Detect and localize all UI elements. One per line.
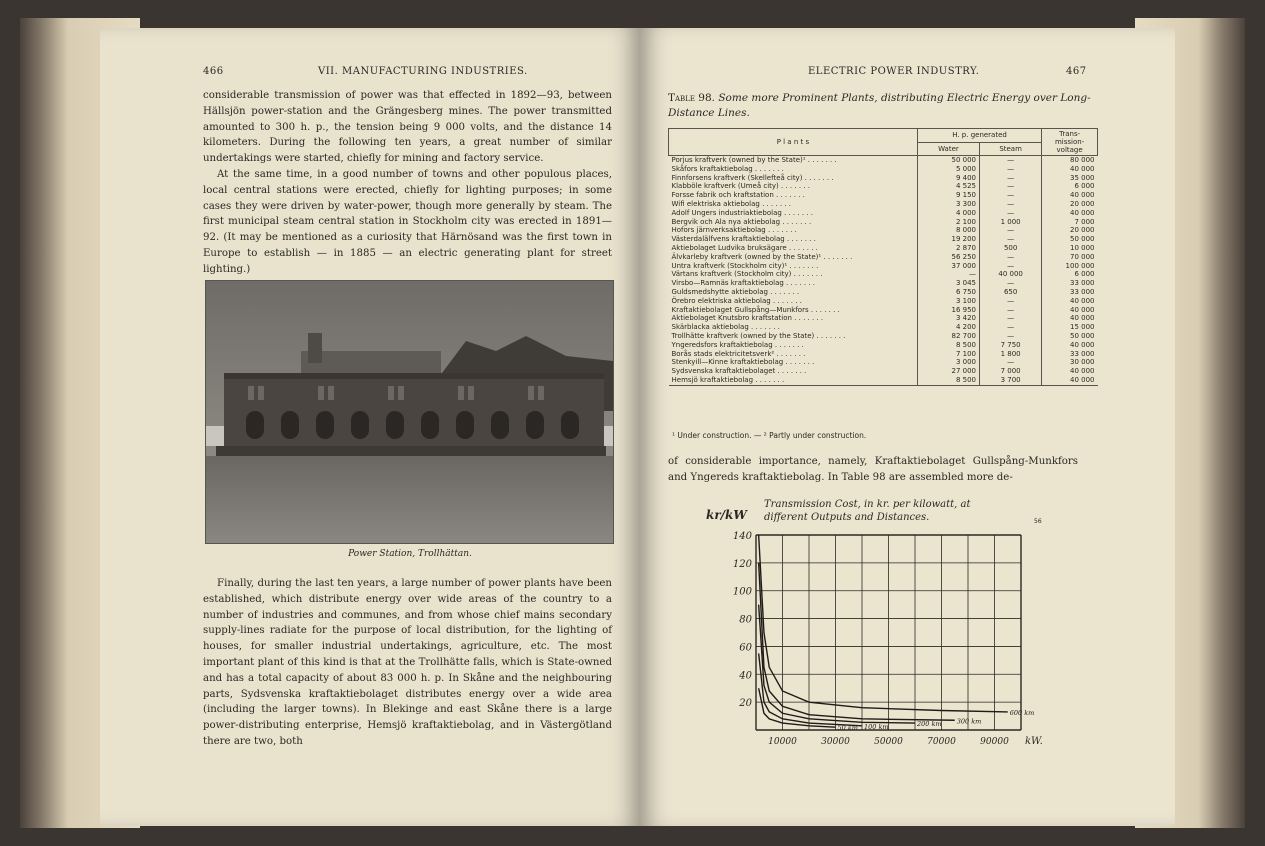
table-cell-plant: Aktiebolaget Ludvika bruksägare . . . . . . . — [671, 243, 818, 252]
table-cell-water: 6 750 — [917, 288, 979, 297]
table-cell-voltage: 15 000 — [1042, 323, 1098, 332]
table-row — [669, 367, 1098, 376]
table-cell-voltage: 40 000 — [1042, 297, 1098, 306]
power-station-photo — [205, 280, 614, 544]
table-row — [669, 218, 1098, 227]
series-label: 300 km — [956, 717, 982, 726]
table-cell-water: 50 000 — [917, 156, 979, 165]
table-cell-steam: — — [980, 314, 1042, 323]
table-cell-voltage: 70 000 — [1042, 253, 1098, 262]
paragraph: of considerable importance, namely, Kraftaktiebolaget Gullspång-Munkfors and Yngereds kraftaktiebolag. In Table 98 are assembled more de- — [668, 456, 1078, 483]
table-cell-plant: Porjus kraftverk (owned by the State)¹ . . . . . . . — [671, 156, 837, 164]
table-cell-voltage: 35 000 — [1042, 174, 1098, 183]
table-cell-voltage: 6 000 — [1042, 182, 1098, 191]
x-tick-label: 30000 — [821, 737, 850, 745]
table-cell-water: 4 000 — [917, 209, 979, 218]
table-row — [669, 350, 1098, 359]
table-cell-water: 56 250 — [917, 253, 979, 262]
table-cell-plant: Älvkarleby kraftverk (owned by the State)¹ . . . . . . . — [671, 252, 853, 261]
table-cell-steam: 1 000 — [980, 218, 1042, 227]
chart-title: Transmission Cost, in kr. per kilowatt, at different Outputs and Distances. — [764, 499, 971, 523]
table-cell-steam: 1 800 — [980, 350, 1042, 359]
table-cell-steam: — — [980, 156, 1042, 165]
table-cell-water: 5 000 — [917, 165, 979, 174]
table-cell-voltage: 40 000 — [1042, 376, 1098, 385]
table-cell-water: 19 200 — [917, 235, 979, 244]
table-row — [669, 235, 1098, 244]
y-tick-label: 80 — [739, 614, 752, 626]
table-cell-voltage: 6 000 — [1042, 270, 1098, 279]
table-cell-steam: — — [980, 306, 1042, 315]
table-row — [669, 323, 1098, 332]
table-cell-voltage: 40 000 — [1042, 341, 1098, 350]
table-cell-plant: Hemsjö kraftaktiebolag . . . . . . . — [669, 376, 918, 385]
table-row — [669, 279, 1098, 288]
table-cell-plant: Aktiebolaget Knutsbro kraftstation . . . . . . . — [671, 314, 824, 323]
series-label: 200 km — [917, 720, 942, 729]
table-cell-voltage: 20 000 — [1042, 200, 1098, 209]
table-cell-plant: Värtans kraftverk (Stockholm city) . . . . . . . — [671, 270, 823, 279]
table-cell-plant: Wifi elektriska aktiebolag . . . . . . . — [671, 199, 792, 208]
table-row — [669, 270, 1098, 279]
table-cell-plant: Kraftaktiebolaget Gullspång—Munkfors . . . . . . . — [671, 305, 840, 314]
right-page-number: 467 — [1066, 66, 1087, 77]
table-row — [669, 306, 1098, 315]
table-cell-steam: — — [980, 279, 1042, 288]
left-page-number: 466 — [203, 66, 224, 77]
y-tick-label: 140 — [732, 531, 752, 542]
table-cell-water: 3 100 — [917, 297, 979, 306]
table-cell-steam: 40 000 — [980, 270, 1042, 279]
x-tick-label: 90000 — [980, 737, 1009, 745]
table-cell-plant: Yngeredsfors kraftaktiebolag . . . . . . . — [671, 340, 804, 349]
table-row — [669, 358, 1098, 367]
table-cell-steam: — — [980, 200, 1042, 209]
table-cell-steam: — — [980, 262, 1042, 271]
table-row — [669, 191, 1098, 200]
x-tick-label: 10000 — [768, 737, 797, 745]
photo-caption: Power Station, Trollhättan. — [348, 549, 472, 559]
table-row — [669, 314, 1098, 323]
table-cell-water: 2 870 — [917, 244, 979, 253]
table-cell-steam: — — [980, 297, 1042, 306]
table-cell-water: 8 500 — [917, 376, 979, 385]
col-transmission-voltage: Trans-mission-voltage — [1042, 129, 1098, 156]
table-cell-water: 9 400 — [917, 174, 979, 183]
table-cell-water: 27 000 — [917, 367, 979, 376]
table-row — [669, 209, 1098, 218]
transmission-cost-chart — [704, 495, 1084, 745]
table-footnote: ¹ Under construction. — ² Partly under construction. — [672, 431, 867, 440]
left-text-bottom — [203, 576, 612, 750]
series-label: 600 km — [1009, 708, 1035, 717]
table-cell-steam: — — [980, 235, 1042, 244]
paragraph: Finally, during the last ten years, a large number of power plants have been established, which distribute energy over wide areas of the country to a number of industries and communes, and from whose chief mains secondary supply-lines radiate for the purpose of local distribution, for the lighting of houses, for smaller industrial undertakings, agriculture, etc. The most important plant of this kind is that at the Trollhätte falls, which is State-owned and has a total capacity of about 83 000 h. p. In Skåne and the neighbouring parts, Sydsvenska kraftaktiebolaget distributes energy over a wide area (including the larger towns). In Blekinge and east Skåne there is a large power-distributing enterprise, Hemsjö kraftaktiebolag, and in Västergötland there are two, both — [203, 578, 612, 747]
table-cell-water: 16 950 — [917, 306, 979, 315]
table-cell-voltage: 40 000 — [1042, 209, 1098, 218]
x-tick-label: 50000 — [874, 737, 903, 745]
x-tick-label: 70000 — [927, 737, 956, 745]
table-cell-water: 3 420 — [917, 314, 979, 323]
table-row — [669, 288, 1098, 297]
table-cell-voltage: 33 000 — [1042, 288, 1098, 297]
table-cell-voltage: 50 000 — [1042, 332, 1098, 341]
table-cell-voltage: 40 000 — [1042, 191, 1098, 200]
y-tick-label: 100 — [732, 586, 752, 598]
table-row — [669, 376, 1098, 385]
table-cell-voltage: 33 000 — [1042, 279, 1098, 288]
paragraph: At the same time, in a good number of towns and other populous places, local central stations were erected, chiefly for lighting purposes; in some cases they were driven by water-power, though more generally by steam. The first municipal steam central station in Stockholm city was erected in 1891—92. (It may be mentioned as a curiosity that Härnösand was the first town in Europe to establish — in 1885 — an electric generating plant for street lighting.) — [203, 168, 612, 275]
table-row — [669, 332, 1098, 341]
table-cell-plant: Trollhätte kraftverk (owned by the State) . . . . . . . — [671, 331, 846, 340]
y-tick-label: 20 — [739, 698, 752, 710]
table-cell-voltage: 7 000 — [1042, 218, 1098, 227]
series-line — [759, 535, 1008, 712]
left-text-top — [203, 88, 612, 278]
table-cell-steam: — — [980, 226, 1042, 235]
y-axis-label: kr/kW — [706, 508, 747, 522]
left-running-head: VII. MANUFACTURING INDUSTRIES. — [318, 66, 528, 77]
table-cell-water: 4 200 — [917, 323, 979, 332]
table-cell-water: 82 700 — [917, 332, 979, 341]
x-axis-label: kW. — [1025, 736, 1043, 745]
table-cell-plant: Skärblacka aktiebolag . . . . . . . — [671, 323, 780, 332]
table-cell-plant: Västerdalälfvens kraftaktiebolag . . . . . . . — [671, 235, 816, 244]
table-cell-voltage: 40 000 — [1042, 165, 1098, 174]
col-hp-generated: H. p. generated — [917, 129, 1041, 143]
right-text — [668, 454, 1078, 486]
table-cell-plant: Adolf Ungers industriaktiebolag . . . . . . . — [671, 208, 813, 217]
table-cell-steam: 3 700 — [980, 376, 1042, 385]
table-number: Table 98. — [668, 92, 715, 104]
table-cell-plant: Finnforsens kraftverk (Skellefteå city) . . . . . . . — [671, 173, 834, 182]
table-cell-plant: Borås stads elektricitetsverk² . . . . . . . — [671, 349, 806, 358]
table-cell-voltage: 40 000 — [1042, 367, 1098, 376]
table-cell-water: 7 100 — [917, 350, 979, 359]
table-cell-voltage: 40 000 — [1042, 314, 1098, 323]
table-cell-plant: Klabböle kraftverk (Umeå city) . . . . . . . — [671, 182, 810, 191]
table-cell-steam: — — [980, 323, 1042, 332]
table-cell-steam: — — [980, 358, 1042, 367]
plants-table — [668, 128, 1098, 386]
table-cell-plant: Virsbo—Ramnäs kraftaktiebolag . . . . . . . — [671, 279, 815, 288]
y-tick-label: 60 — [739, 642, 752, 654]
table-cell-steam: 500 — [980, 244, 1042, 253]
paragraph: considerable transmission of power was that effected in 1892—93, between Hällsjön power-station and the Grängesberg mines. The power transmitted amounted to 300 h. p., the tension being 9 000 volts, and the distance 14 kilometers. During the following ten years, a great number of similar undertakings were started, chiefly for mining and factory service. — [203, 90, 612, 165]
table-cell-steam: — — [980, 174, 1042, 183]
table-cell-steam: 7 000 — [980, 367, 1042, 376]
table-cell-plant: Forsse fabrik och kraftstation . . . . . . . — [671, 191, 805, 200]
series-label: 50 km — [837, 724, 858, 733]
table-cell-voltage: 80 000 — [1042, 156, 1098, 165]
table-cell-voltage: 20 000 — [1042, 226, 1098, 235]
table-cell-water: 3 045 — [917, 279, 979, 288]
table-cell-steam: — — [980, 253, 1042, 262]
table-row — [669, 165, 1098, 174]
table-cell-water: — — [917, 270, 979, 279]
table-row — [669, 297, 1098, 306]
table-cell-plant: Örebro elektriska aktiebolag . . . . . . . — [671, 296, 802, 305]
table-cell-water: 8 500 — [917, 341, 979, 350]
table-row — [669, 244, 1098, 253]
table-cell-plant: Untra kraftverk (Stockholm city)¹ . . . . . . . — [671, 261, 819, 270]
table-title — [668, 91, 1098, 121]
table-cell-steam: — — [980, 191, 1042, 200]
table-cell-water: 3 300 — [917, 200, 979, 209]
table-cell-water: 9 150 — [917, 191, 979, 200]
table-cell-water: 2 100 — [917, 218, 979, 227]
col-water: Water — [917, 142, 979, 156]
table-cell-steam: 650 — [980, 288, 1042, 297]
table-row — [669, 262, 1098, 271]
table-cell-voltage: 40 000 — [1042, 306, 1098, 315]
table-cell-steam: — — [980, 182, 1042, 191]
table-cell-steam: — — [980, 209, 1042, 218]
table-row — [669, 200, 1098, 209]
y-tick-label: 120 — [732, 558, 752, 570]
table-cell-water: 8 000 — [917, 226, 979, 235]
col-steam: Steam — [980, 142, 1042, 156]
table-row — [669, 182, 1098, 191]
y-tick-label: 40 — [739, 670, 752, 682]
table-cell-plant: Guldsmedshytte aktiebolag . . . . . . . — [671, 287, 800, 296]
table-cell-plant: Bergvik och Ala nya aktiebolag . . . . . . . — [671, 217, 812, 226]
table-cell-steam: 7 750 — [980, 341, 1042, 350]
table-cell-plant: Hofors järnverksaktiebolag . . . . . . . — [671, 226, 797, 235]
series-line — [759, 563, 955, 720]
table-cell-water: 37 000 — [917, 262, 979, 271]
table-cell-plant: Skåfors kraftaktiebolag . . . . . . . — [671, 164, 784, 173]
col-plants: P l a n t s — [669, 129, 918, 156]
table-cell-voltage: 30 000 — [1042, 358, 1098, 367]
series-label: 100 km — [864, 722, 889, 731]
table-row — [669, 226, 1098, 235]
table-cell-steam: — — [980, 165, 1042, 174]
table-cell-plant: Stenkyill—Kinne kraftaktiebolag . . . . . . . — [671, 358, 815, 367]
table-cell-steam: — — [980, 332, 1042, 341]
table-row — [669, 156, 1098, 165]
table-cell-voltage: 50 000 — [1042, 235, 1098, 244]
table-cell-voltage: 10 000 — [1042, 244, 1098, 253]
table-cell-water: 4 525 — [917, 182, 979, 191]
table-row — [669, 341, 1098, 350]
chart-page-mark: 56 — [1034, 518, 1042, 525]
table-cell-voltage: 100 000 — [1042, 262, 1098, 271]
table-cell-plant: Sydsvenska kraftaktiebolaget . . . . . . . — [671, 367, 807, 376]
right-running-head: ELECTRIC POWER INDUSTRY. — [808, 66, 980, 77]
table-title-text: Some more Prominent Plants, distributing Electric Energy over Long-Distance Lines. — [668, 92, 1091, 119]
table-cell-voltage: 33 000 — [1042, 350, 1098, 359]
table-cell-water: 3 000 — [917, 358, 979, 367]
table-row — [669, 253, 1098, 262]
